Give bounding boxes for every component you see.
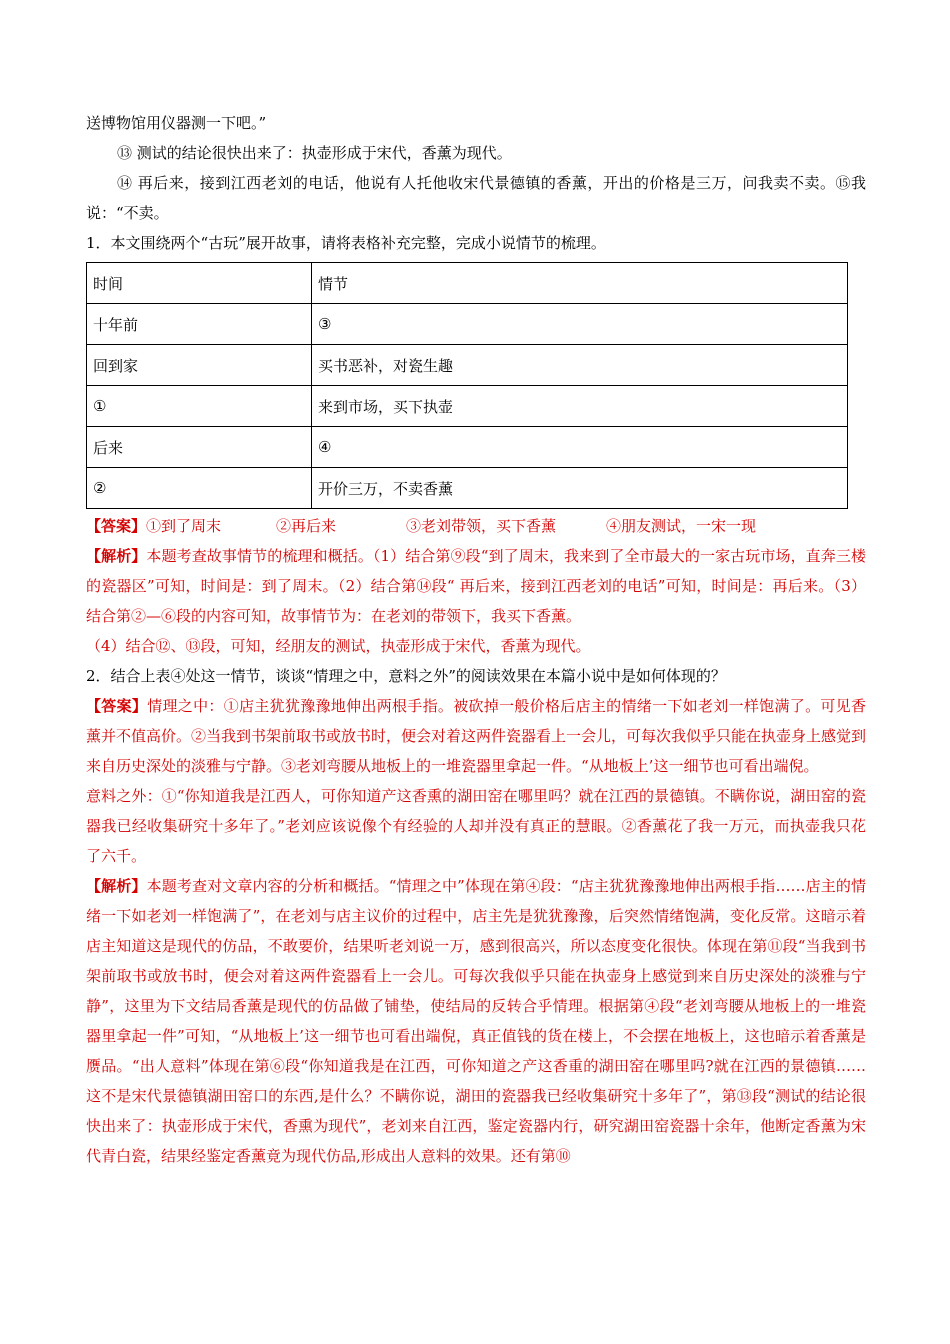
table-header-row [87, 263, 848, 304]
table-row [87, 345, 848, 386]
q2-answer [86, 691, 866, 781]
table-cell: ② [87, 468, 312, 509]
table-cell: 买书恶补，对瓷生趣 [312, 345, 848, 386]
answer-item: ①到了周末 [146, 517, 222, 535]
question-2: 2．结合上表④处这一情节，谈谈“情理之中，意料之外”的阅读效果在本篇小说中是如何体现的？ [86, 667, 726, 685]
answer-item: ③老刘带领，买下香薰 [406, 517, 557, 535]
table-cell: 开价三万，不卖香薰 [312, 468, 848, 509]
analysis-tag: 【解析】 [86, 877, 147, 895]
answer-tag: 【答案】 [86, 517, 147, 535]
table-cell: ④ [312, 427, 848, 468]
table-cell: 十年前 [87, 304, 312, 345]
answer-item: ④朋友测试，一宋一现 [606, 517, 757, 535]
story-paragraph-13: ⑬ 测试的结论很快出来了：执壶形成于宋代，香薰为现代。 [117, 144, 512, 162]
table-cell: 来到市场，买下执壶 [312, 386, 848, 427]
analysis-tag: 【解析】 [86, 547, 147, 565]
q2-analysis [86, 871, 866, 1171]
question-1: 1．本文围绕两个“古玩”展开故事，请将表格补充完整，完成小说情节的梳理。 [86, 234, 606, 252]
q1-answer [86, 511, 866, 541]
story-paragraph-14: ⑭ 再后来，接到江西老刘的电话，他说有人托他收宋代景德镇的香薰，开出的价格是三万，问我卖不卖。⑮我说：“不卖。 [86, 174, 866, 222]
table-row [87, 427, 848, 468]
table-cell: ③ [312, 304, 848, 345]
table-cell: 后来 [87, 427, 312, 468]
plot-table [86, 262, 848, 509]
table-header-cell: 时间 [87, 263, 312, 304]
table-header-cell: 情节 [312, 263, 848, 304]
table-row [87, 468, 848, 509]
q2-answer-part2: 意料之外：①“你知道我是江西人，可你知道产这香熏的湖田窑在哪里吗？就在江西的景德镇。不瞒你说，湖田窑的瓷器我已经收集研究十多年了。”老刘应该说像个有经验的人却并没有真正的慧眼。②香薰花了我一万元，而执壶我只花了六千。 [86, 787, 866, 865]
answer-item: ②再后来 [276, 517, 337, 535]
analysis-text: 本题考查对文章内容的分析和概括。“情理之中”体现在第④段：“店主犹犹豫豫地伸出两根手指……店主的情绪一下如老刘一样饱满了”，在老刘与店主议价的过程中，店主先是犹犹豫豫，后突然情绪饱满，变化反常。这暗示着店主知道这是现代的仿品，不敢要价，结果听老刘说一万，感到很高兴，所以态度变化很快。体现在第⑪段“当我到书架前取书或放书时，便会对着这两件瓷器看上一会儿。可每次我似乎只能在执壶身上感觉到来自历史深处的淡雅与宁静”，这里为下文结局香薰是现代的仿品做了铺垫，使结局的反转合乎情理。根据第④段“老刘弯腰从地板上的一堆瓷器里拿起一件”可知，“从地板上’这一细节也可看出端倪，真正值钱的货在楼上，不会摆在地板上，这也暗示着香薰是赝品。“出人意料”体现在第⑥段“你知道我是在江西，可你知道之产这香重的湖田窑在哪里吗?就在江西的景德镇……这不是宋代景德镇湖田窑口的东西,是什么？不瞒你说，湖田的瓷器我已经收集研究十多年了”，第⑬段“测试的结论很快出来了：执壶形成于宋代，香熏为现代”，老刘来自江西，鉴定瓷器内行，研究湖田窑瓷器十余年，他断定香薰为宋代青白瓷，结果经鉴定香薰竟为现代仿品,形成出人意料的效果。还有第⑩ [86, 877, 866, 1165]
table-row [87, 304, 848, 345]
q1-analysis [86, 541, 866, 631]
story-line: 送博物馆用仪器测一下吧。” [86, 114, 267, 132]
answer-tag: 【答案】 [86, 697, 148, 715]
analysis-text: 本题考查故事情节的梳理和概括。（1）结合第⑨段“到了周末，我来到了全市最大的一家古玩市场，直奔三楼的瓷器区”可知，时间是：到了周末。（2）结合第⑭段“ 再后来，接到江西老刘的电话”可知，时间是：再后来。（3）结合第②—⑥段的内容可知，故事情节为：在老刘的带领下，我买下香薰。 [86, 547, 866, 625]
document-page [86, 108, 866, 1171]
table-row [87, 386, 848, 427]
table-cell: 回到家 [87, 345, 312, 386]
q1-analysis-continued: （4）结合⑫、⑬段，可知，经朋友的测试，执壶形成于宋代，香薰为现代。 [86, 637, 591, 655]
answer-text: 情理之中：①店主犹犹豫豫地伸出两根手指。被砍掉一般价格后店主的情绪一下如老刘一样饱满了。可见香薰并不值高价。②当我到书架前取书或放书时，便会对着这两件瓷器看上一会儿，可每次我似乎只能在执壶身上感觉到来自历史深处的淡雅与宁静。③老刘弯腰从地板上的一堆瓷器里拿起一件。“从地板上’这一细节也可看出端倪。 [86, 697, 867, 775]
table-cell: ① [87, 386, 312, 427]
